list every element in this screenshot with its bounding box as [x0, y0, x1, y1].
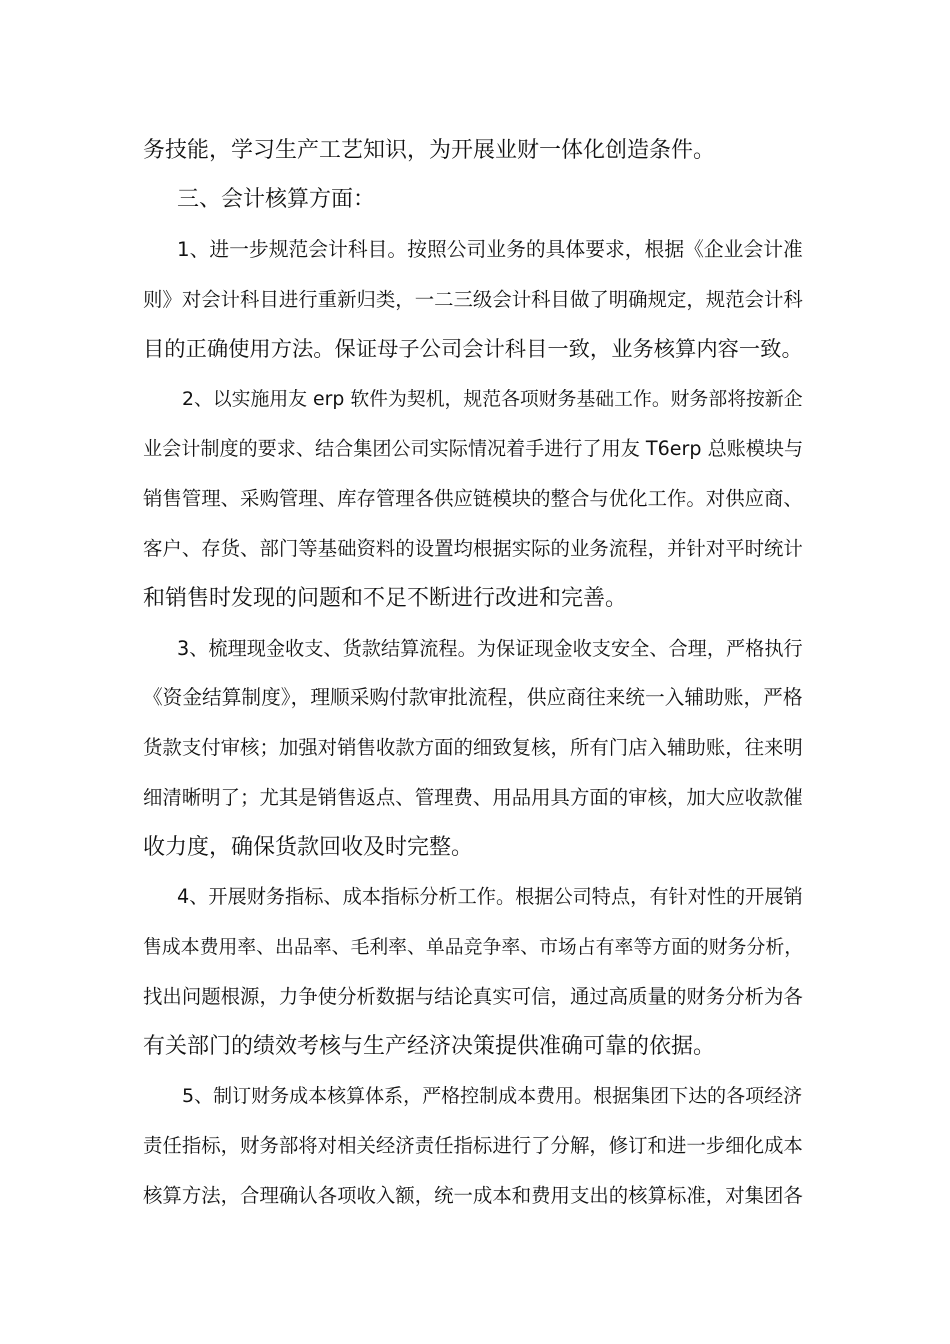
text-line: 有关部门的绩效考核与生产经济决策提供准确可靠的依据。: [143, 1034, 716, 1059]
text-line: 找出问题根源，力争使分析数据与结论真实可信，通过高质量的财务分析为各: [143, 985, 803, 1008]
text-line: 收力度，确保货款回收及时完整。: [143, 835, 474, 860]
text-line: 细清晰明了；尤其是销售返点、管理费、用品用具方面的审核，加大应收款催: [143, 786, 803, 809]
text-line: 5、制订财务成本核算体系，严格控制成本费用。根据集团下达的各项经济: [182, 1085, 803, 1107]
text-line: 目的正确使用方法。保证母子公司会计科目一致，业务核算内容一致。: [143, 337, 803, 362]
text-line: 《资金结算制度》，理顺采购付款审批流程，供应商往来统一入辅助账，严格: [143, 686, 803, 709]
text-line: 则》对会计科目进行重新归类，一二三级会计科目做了明确规定，规范会计科: [143, 288, 803, 311]
text-line: 售成本费用率、出品率、毛利率、单品竞争率、市场占有率等方面的财务分析，: [143, 936, 803, 958]
text-line: 核算方法，合理确认各项收入额，统一成本和费用支出的核算标准，对集团各: [143, 1184, 803, 1207]
text-line: 1、进一步规范会计科目。按照公司业务的具体要求，根据《企业会计准: [177, 238, 803, 261]
text-line: 货款支付审核；加强对销售收款方面的细致复核，所有门店入辅助账，往来明: [143, 736, 803, 759]
text-line: 销售管理、采购管理、库存管理各供应链模块的整合与优化工作。对供应商、: [143, 487, 803, 510]
text-line: 责任指标，财务部将对相关经济责任指标进行了分解，修订和进一步细化成本: [143, 1134, 803, 1157]
text-line: 2、以实施用友 erp 软件为契机，规范各项财务基础工作。财务部将按新企: [182, 389, 803, 410]
text-line: 和销售时发现的问题和不足不断进行改进和完善。: [143, 586, 628, 611]
text-line: 3、梳理现金收支、货款结算流程。为保证现金收支安全、合理，严格执行: [177, 637, 803, 660]
text-line: 务技能，学习生产工艺知识，为开展业财一体化创造条件。: [143, 138, 716, 163]
text-line: 业会计制度的要求、结合集团公司实际情况着手进行了用友 T6erp 总账模块与: [143, 437, 803, 460]
text-line: 4、开展财务指标、成本指标分析工作。根据公司特点，有针对性的开展销: [177, 885, 803, 908]
section-heading: 三、会计核算方面：: [177, 187, 376, 212]
text-line: 客户、存货、部门等基础资料的设置均根据实际的业务流程，并针对平时统计: [143, 537, 803, 560]
